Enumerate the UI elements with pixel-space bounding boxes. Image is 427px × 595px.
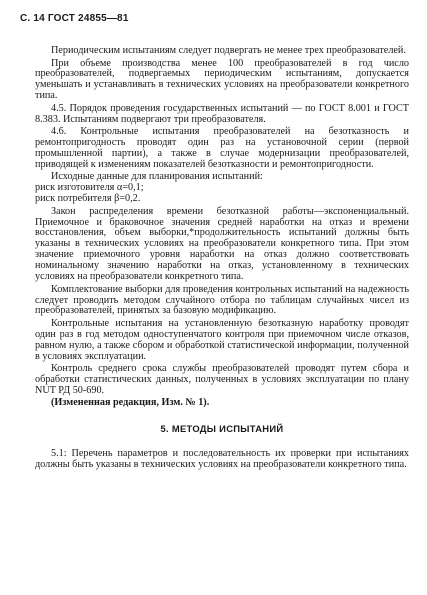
paragraph-4-5: 4.5. Порядок проведения государственных испытаний — по ГОСТ 8.001 и ГОСТ 8.383. Испытаниям подвергают три преобразователя. [35,102,409,125]
paragraph-initial-data: Исходные данные для планирования испытаний: [51,171,263,183]
paragraph-5-1: 5.1: Перечень параметров и последовательность их проверки при испытаниях должны быть указаны в технических условиях на преобразователи конкретного типа. [35,448,409,471]
paragraph-service-life: Контроль среднего срока службы преобразователей проводят путем сбора и обработки статистических данных, полученных в условиях эксплуатации по плану NUT РД 50-690. [35,363,409,396]
amendment-note: (Измененная редакция, Изм. № 1). [51,397,210,409]
paragraph-4-6: 4.6. Контрольные испытания преобразователей на безотказность и ремонтопригодность проводят один раз на установочной серии (первой промышленной партии), а также в случае модернизации преобразователей, приводящей к изменениям показателей безотказности и ремонтопригодности. [35,126,409,170]
section-title-test-methods: 5. МЕТОДЫ ИСПЫТАНИЙ [160,423,284,435]
risk-manufacturer: риск изготовителя α=0,1; [35,182,144,194]
document-body [35,46,409,473]
paragraph-sample-selection: Комплектование выборки для проведения контрольных испытаний на надежность следует проводить методом случайного отбора по таблицам случайных чисел из преобразователей, принятых за базовую модификацию. [35,283,409,317]
risk-consumer: риск потребителя β=0,2. [35,193,141,205]
page-header: С. 14 ГОСТ 24855—81 [20,13,129,24]
paragraph-periodic-tests: Периодическим испытаниям следует подвергать не менее трех преобразователей. [51,45,406,56]
paragraph-production-volume: При объеме производства менее 100 преобразователей в год число преобразователей, подвергаемых периодическим испытаниям, допускается уменьшать и устанавливать в технических условиях на преобразователи конкретного типа. [35,57,409,102]
paragraph-distribution-law: Закон распределения времени безотказной работы—экспоненциальный. Приемочное и браковочное значения средней наработки на отказ и времени восстановления, объем выборки,*продолжительность испытаний должны быть указаны в технических условиях на преобразователи конкретного типа. При этом значение приемочного уровня наработки на отказ должно соответствовать номинальному значению наработки на отказ, установленному в технических условиях на преобразователи конкретного типа. [35,205,409,283]
paragraph-control-tests: Контрольные испытания на установленную безотказную наработку проводят один раз в год методом одноступенчатого контроля при приемочном числе отказов, равном нулю, а также сбором и обработкой статистической информации, полученной в условиях эксплуатации. [35,317,409,362]
